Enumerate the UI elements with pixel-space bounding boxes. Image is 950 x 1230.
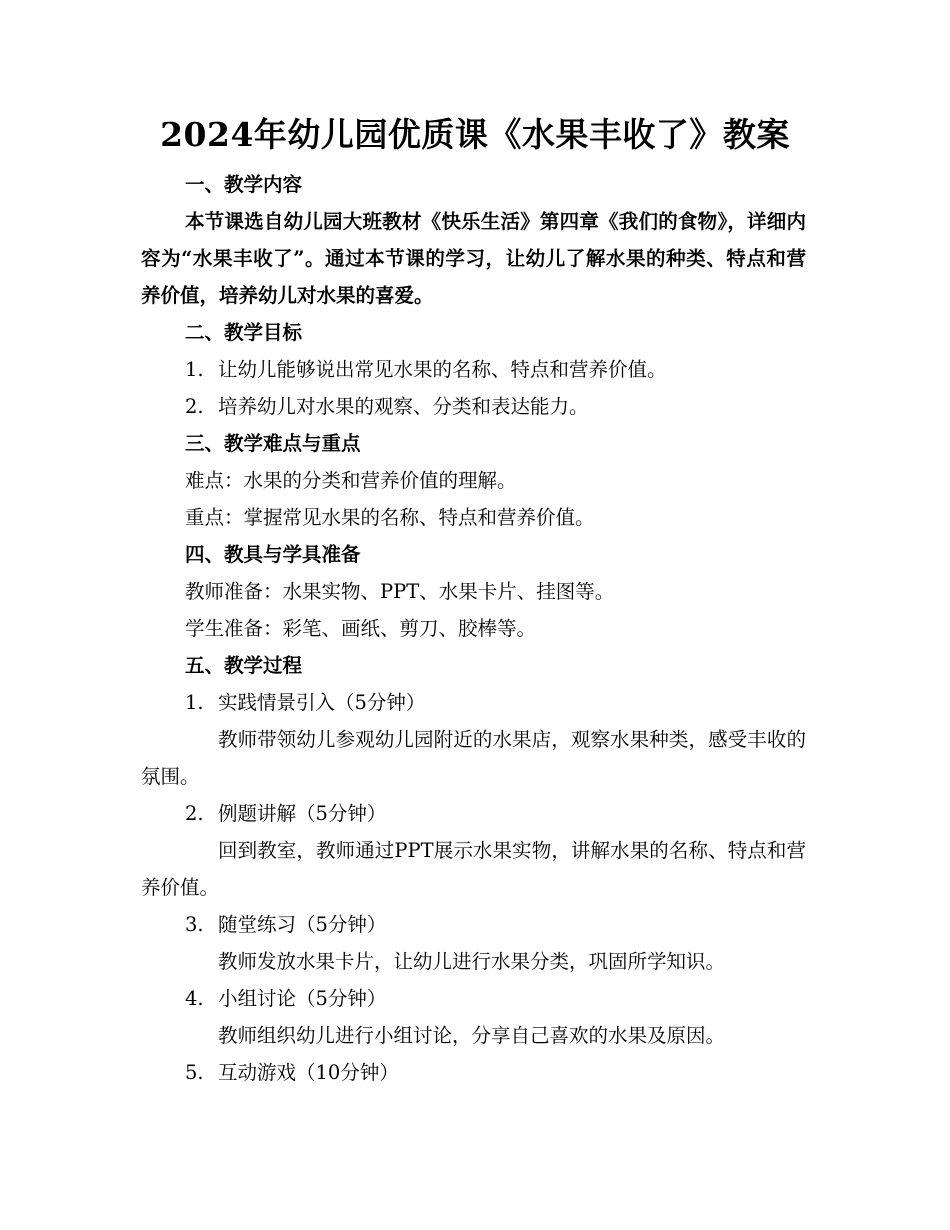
document-body [141, 166, 806, 1091]
goal-number: 2. [185, 395, 204, 418]
difficulty-text: 难点：水果的分类和营养价值的理解。 [185, 469, 517, 492]
student-materials-text: 学生准备：彩笔、画纸、剪刀、胶棒等。 [185, 617, 537, 640]
section-heading-teaching-process: 五、教学过程 [185, 654, 303, 677]
step-title: 随堂练习（5分钟） [218, 913, 387, 936]
section-heading-teaching-goals: 二、教学目标 [185, 321, 303, 344]
process-step-title [141, 1054, 806, 1091]
step-number: 4. [185, 987, 204, 1010]
teaching-content-paragraph: 本节课选自幼儿园大班教材《快乐生活》第四章《我们的食物》，详细内容为“水果丰收了”。通过本节课的学习，让幼儿了解水果的种类、特点和营养价值，培养幼儿对水果的喜爱。 [141, 210, 806, 307]
process-step-title [141, 684, 806, 721]
teacher-materials-text: 教师准备：水果实物、PPT、水果卡片、挂图等。 [185, 580, 615, 603]
step-title: 实践情景引入（5分钟） [218, 691, 426, 714]
process-step-description: 回到教室，教师通过PPT展示水果实物，讲解水果的名称、特点和营养价值。 [141, 839, 806, 899]
step-number: 5. [185, 1061, 204, 1084]
process-step-title [141, 980, 806, 1017]
process-step-description: 教师组织幼儿进行小组讨论，分享自己喜欢的水果及原因。 [218, 1024, 726, 1047]
step-title: 小组讨论（5分钟） [218, 987, 387, 1010]
section-heading-difficulty-key: 三、教学难点与重点 [185, 432, 361, 455]
section-heading-materials: 四、教具与学具准备 [185, 543, 361, 566]
step-number: 1. [185, 691, 204, 714]
document-title: 2024年幼儿园优质课《水果丰收了》教案 [160, 115, 790, 154]
step-title: 例题讲解（5分钟） [218, 802, 387, 825]
step-number: 3. [185, 913, 204, 936]
process-step-title [141, 906, 806, 943]
process-step-title [141, 795, 806, 832]
goal-item [141, 351, 806, 388]
section-heading-teaching-content: 一、教学内容 [185, 173, 303, 196]
step-number: 2. [185, 802, 204, 825]
key-point-text: 重点：掌握常见水果的名称、特点和营养价值。 [185, 506, 595, 529]
goal-number: 1. [185, 358, 204, 381]
process-step-description: 教师带领幼儿参观幼儿园附近的水果店，观察水果种类，感受丰收的氛围。 [141, 728, 806, 788]
goal-text: 培养幼儿对水果的观察、分类和表达能力。 [218, 395, 589, 418]
goal-item [141, 388, 806, 425]
goal-text: 让幼儿能够说出常见水果的名称、特点和营养价值。 [218, 358, 667, 381]
step-title: 互动游戏（10分钟） [218, 1061, 399, 1084]
process-step-description: 教师发放水果卡片，让幼儿进行水果分类，巩固所学知识。 [218, 950, 726, 973]
